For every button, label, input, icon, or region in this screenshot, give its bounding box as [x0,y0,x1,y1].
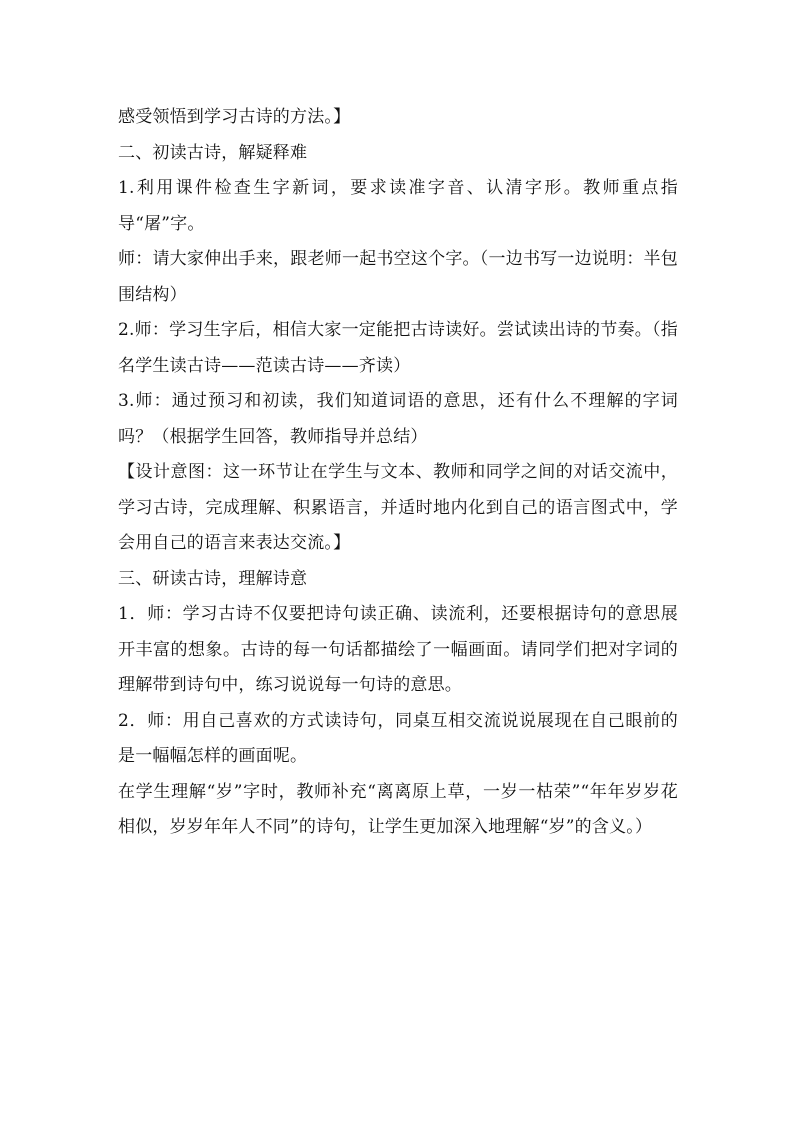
paragraph-step-3: 3.师：通过预习和初读，我们知道词语的意思，还有什么不理解的字词吗？（根据学生回答，教师指导并总结） [118,391,678,447]
section-heading-3: 三、研读古诗，理解诗意 [118,568,308,589]
document-body [118,100,678,846]
paragraph-step-1: 1.利用课件检查生字新词，要求读准字音、认清字形。教师重点指导“屠”字。 [118,178,678,234]
paragraph-study-step-1: 1．师：学习古诗不仅要把诗句读正确、读流利，还要根据诗句的意思展开丰富的想象。古诗的每一句话都描绘了一幅画面。请同学们把对字词的理解带到诗句中，练习说说每一句诗的意思。 [118,604,678,695]
paragraph-teacher-note: 师：请大家伸出手来，跟老师一起书空这个字。（一边书写一边说明：半包围结构） [118,249,678,305]
paragraph-design-intent: 【设计意图：这一环节让在学生与文本、教师和同学之间的对话交流中，学习古诗，完成理解、积累语言，并适时地内化到自己的语言图式中，学会用自己的语言来表达交流。】 [118,462,678,553]
paragraph-step-2: 2.师：学习生字后，相信大家一定能把古诗读好。尝试读出诗的节奏。（指名学生读古诗——范读古诗——齐读） [118,320,678,376]
paragraph-sui-explanation: 在学生理解“岁”字时，教师补充“离离原上草，一岁一枯荣”“年年岁岁花相似，岁岁年年人不同”的诗句，让学生更加深入地理解“岁”的含义。） [118,781,678,837]
paragraph-study-step-2: 2．师：用自己喜欢的方式读诗句，同桌互相交流说说展现在自己眼前的是一幅幅怎样的画面呢。 [118,710,678,766]
section-heading-2: 二、初读古诗，解疑释难 [118,142,308,163]
paragraph-intro-end: 感受领悟到学习古诗的方法。】 [118,107,351,127]
